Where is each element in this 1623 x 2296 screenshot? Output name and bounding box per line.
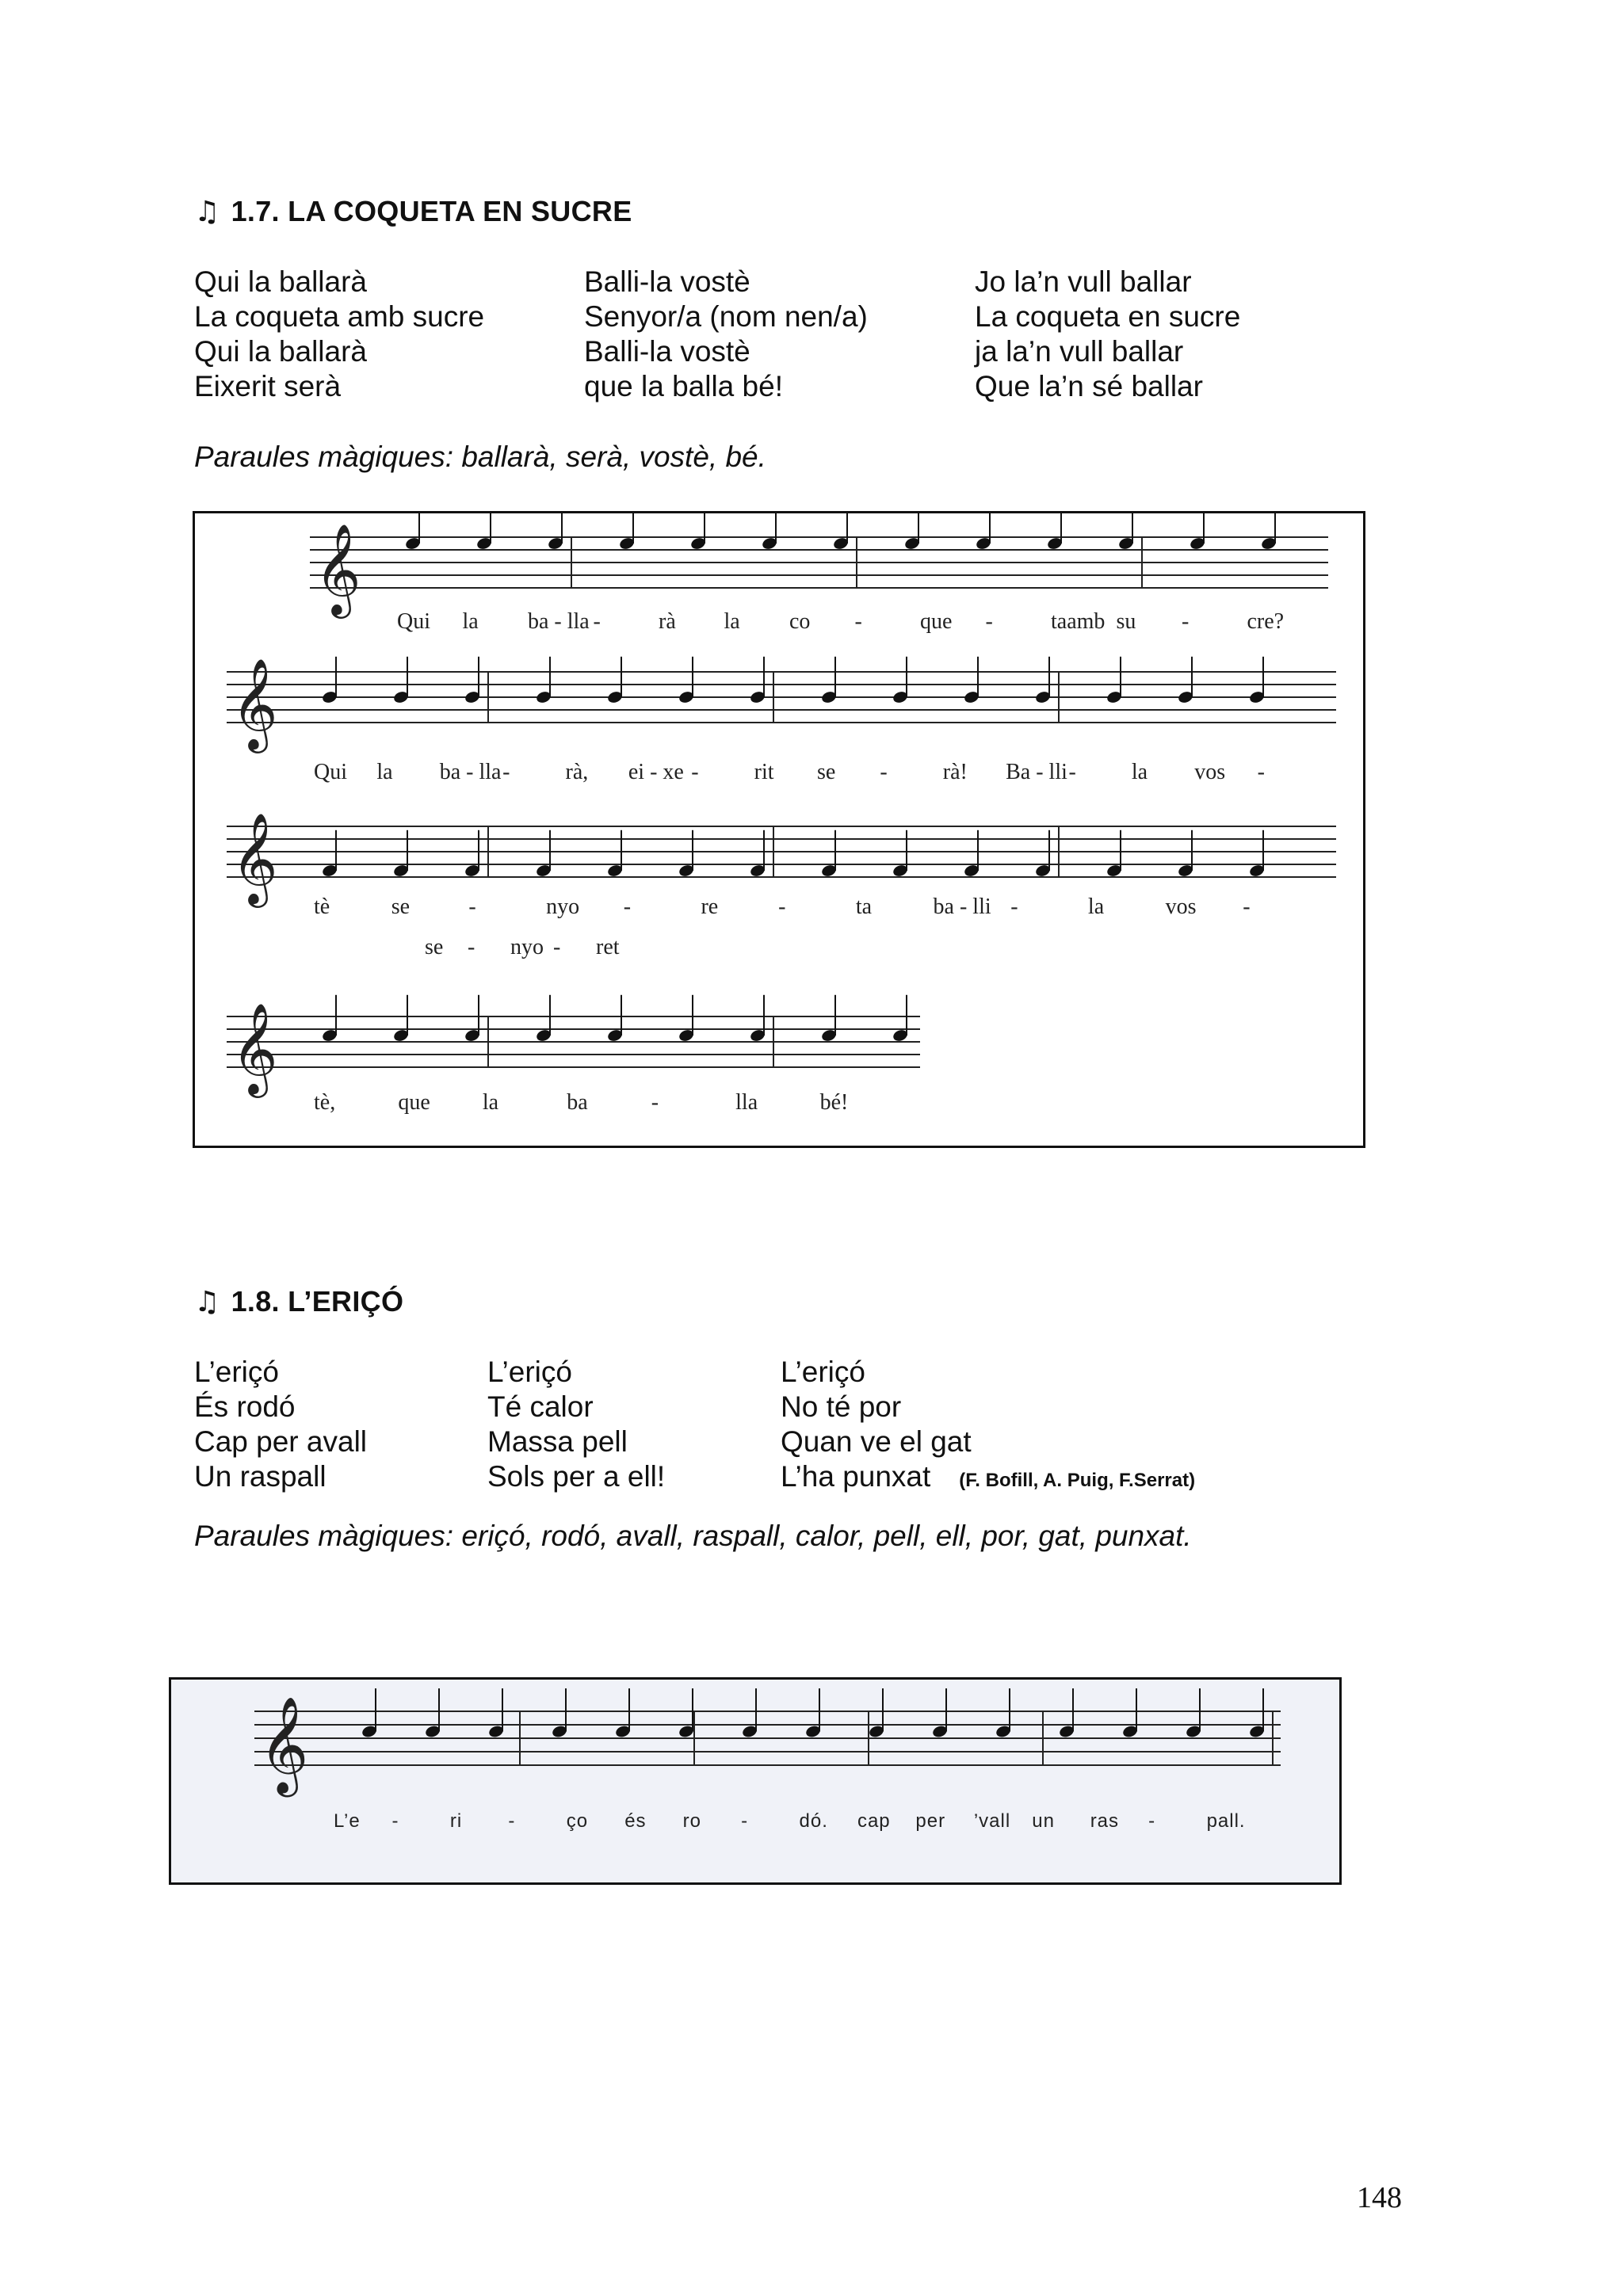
score-lyric-syllable: - (1068, 760, 1076, 784)
score-staves (195, 513, 1363, 1146)
verse-line: L’eriçó (487, 1356, 572, 1388)
sheet-music-coqueta (193, 511, 1365, 1148)
staff-line-2 (227, 657, 1336, 753)
score-lyric-syllable: la (462, 609, 479, 634)
score-lyric-syllable: ba - lla (439, 760, 502, 784)
score-lyric-syllable: rà! (942, 760, 968, 784)
score-lyric-syllable: que (920, 609, 953, 634)
score-lyric-syllable: - (623, 894, 632, 919)
verse-line: Cap per avall (194, 1425, 368, 1458)
score-lyric-syllable: - (985, 609, 993, 634)
score-lyric-syllable: la (482, 1090, 499, 1115)
song-heading-coqueta (194, 195, 632, 228)
verse-line: És rodó (194, 1390, 296, 1423)
song-verses-erico (194, 1355, 1383, 1497)
treble-clef-icon: 𝄞 (231, 658, 278, 749)
magic-words: ballarà, serà, vostè, bé. (461, 441, 766, 473)
score-lyric-syllable: ro (682, 1810, 701, 1832)
score-lyric-syllable: tè, (314, 1090, 336, 1115)
verse-line: No té por (781, 1390, 902, 1423)
verse-line (781, 1459, 1195, 1494)
score-lyric-syllable: - (468, 894, 476, 919)
treble-clef-icon: 𝄞 (315, 524, 361, 615)
score-lyric-syllable: cap (857, 1810, 891, 1832)
magic-label: Paraules màgiques: (194, 1520, 454, 1552)
music-note-icon: ♫ (194, 1285, 220, 1318)
score-lyric-syllable: pall. (1206, 1810, 1246, 1832)
verse-column (584, 265, 868, 404)
score-lyric-syllable: ba - lla (528, 609, 590, 634)
verse-line: ja la’n vull ballar (975, 335, 1184, 368)
score-lyric-syllable: ei - xe (628, 760, 684, 784)
score-lyric-syllable: cre? (1247, 609, 1285, 634)
verse-column (975, 265, 1240, 404)
verse-line: Balli-la vostè (584, 335, 750, 368)
verse-line: La coqueta amb sucre (194, 300, 485, 333)
treble-clef-icon: 𝄞 (231, 1003, 278, 1094)
verse-line: Un raspall (194, 1460, 327, 1493)
score-lyric-syllable: - (1257, 760, 1265, 784)
staff-line-erico (254, 1688, 1281, 1798)
score-lyric-syllable: Qui (397, 609, 430, 634)
staff-line-1 (310, 513, 1328, 619)
verse-line: Balli-la vostè (584, 265, 750, 298)
score-lyric-syllable: ras (1090, 1810, 1120, 1832)
score-lyric-syllable: - (880, 760, 888, 784)
score-lyric-syllable: bé! (819, 1090, 849, 1115)
score-lyric-syllable: - (1148, 1810, 1156, 1832)
verse-column (487, 1355, 665, 1494)
score-staff (171, 1680, 1339, 1882)
verse-column (194, 1355, 367, 1494)
score-lyric-syllable: rà, (565, 760, 589, 784)
verse-line: Qui la ballarà (194, 265, 368, 298)
score-lyric-syllable: - (508, 1810, 516, 1832)
score-lyric-syllable: - (593, 609, 601, 634)
score-lyric-syllable: Ba - lli (1006, 760, 1067, 784)
score-lyric-syllable: vos (1165, 894, 1197, 919)
score-lyric-syllable: la (1131, 760, 1148, 784)
treble-clef-icon: 𝄞 (231, 813, 278, 904)
score-lyric-syllable: - (691, 760, 699, 784)
score-lyric-syllable: dó. (799, 1810, 828, 1832)
magic-words-coqueta (194, 441, 766, 474)
score-lyric-syllable: rà (659, 609, 676, 634)
score-lyric-syllable: - (502, 760, 510, 784)
verse-line: L’eriçó (194, 1356, 279, 1388)
verse-line: Té calor (487, 1390, 594, 1423)
score-lyric-syllable: per (915, 1810, 946, 1832)
score-lyric-syllable: se (425, 935, 444, 959)
verse-line: Senyor/a (nom nen/a) (584, 300, 868, 333)
score-lyric-syllable: L’e (334, 1810, 361, 1832)
score-lyric-syllable: és (624, 1810, 647, 1832)
score-lyric-syllable: lla (735, 1090, 758, 1115)
score-lyric-syllable: la (1087, 894, 1105, 919)
score-lyric-syllable: vos (1194, 760, 1226, 784)
music-note-icon: ♫ (194, 195, 220, 228)
score-lyric-syllable: - (468, 935, 475, 959)
song-title: 1.7. LA COQUETA EN SUCRE (231, 195, 632, 227)
score-lyric-syllable: nyo (546, 894, 580, 919)
author-credit: (F. Bofill, A. Puig, F.Serrat) (959, 1470, 1196, 1491)
staff-line-3 (227, 813, 1336, 908)
page-number: 148 (1357, 2181, 1402, 2214)
score-lyric-syllable: - (1010, 894, 1018, 919)
staff-line-4 (227, 995, 920, 1098)
magic-label: Paraules màgiques: (194, 441, 454, 473)
score-lyric-syllable: rit (754, 760, 774, 784)
verse-column (194, 265, 484, 404)
magic-words: eriçó, rodó, avall, raspall, calor, pell, ell, por, gat, punxat. (461, 1520, 1192, 1552)
score-lyric-syllable: - (553, 935, 561, 959)
score-lyric-syllable: taamb (1051, 609, 1106, 634)
verse-column (781, 1355, 1195, 1494)
score-lyric-syllable: nyo (510, 935, 544, 959)
score-lyric-syllable: - (741, 1810, 749, 1832)
score-lyric-syllable: tè (314, 894, 330, 919)
verse-line: L’eriçó (781, 1356, 865, 1388)
song-heading-erico (194, 1285, 403, 1318)
score-lyric-syllable: que (398, 1090, 430, 1115)
verse-line: Quan ve el gat (781, 1425, 972, 1458)
score-lyric-syllable: Qui (314, 760, 347, 784)
verse-line: Massa pell (487, 1425, 628, 1458)
score-lyric-syllable: la (724, 609, 740, 634)
score-lyric-syllable: - (651, 1090, 659, 1115)
score-lyric-syllable: re (701, 894, 719, 919)
song-title: 1.8. L’ERIÇÓ (231, 1285, 404, 1318)
verse-line: Que la’n sé ballar (975, 370, 1203, 402)
sheet-music-erico (169, 1677, 1342, 1885)
score-lyric-syllable: ço (566, 1810, 589, 1832)
score-lyric-syllable: se (817, 760, 836, 784)
score-lyric-syllable: su (1116, 609, 1136, 634)
treble-clef-icon: 𝄞 (259, 1695, 309, 1793)
score-lyric-syllable: - (391, 1810, 399, 1832)
verse-line: que la balla bé! (584, 370, 783, 402)
score-lyric-syllable: ’vall (973, 1810, 1011, 1832)
score-lyric-syllable: - (778, 894, 786, 919)
score-lyric-syllable: - (854, 609, 862, 634)
verse-line: Qui la ballarà (194, 335, 368, 368)
score-lyric-syllable: un (1032, 1810, 1055, 1832)
score-lyric-syllable: ba - lli (933, 894, 991, 919)
score-lyric-syllable: - (1243, 894, 1251, 919)
score-lyric-syllable: co (789, 609, 811, 634)
score-lyric-syllable: ret (596, 935, 620, 959)
verse-line-text: L’ha punxat (781, 1460, 931, 1493)
score-lyric-syllable: ba (567, 1090, 588, 1115)
song-verses-coqueta (194, 265, 1383, 407)
verse-line: Sols per a ell! (487, 1460, 666, 1493)
score-lyric-syllable: ri (449, 1810, 463, 1832)
magic-words-erico (194, 1520, 1192, 1553)
verse-line: Eixerit serà (194, 370, 342, 402)
score-lyric-syllable: ta (855, 894, 873, 919)
score-lyric-syllable: la (376, 760, 393, 784)
verse-line: La coqueta en sucre (975, 300, 1241, 333)
score-lyric-syllable: - (1182, 609, 1190, 634)
verse-line: Jo la’n vull ballar (975, 265, 1192, 298)
score-lyric-syllable: se (391, 894, 411, 919)
